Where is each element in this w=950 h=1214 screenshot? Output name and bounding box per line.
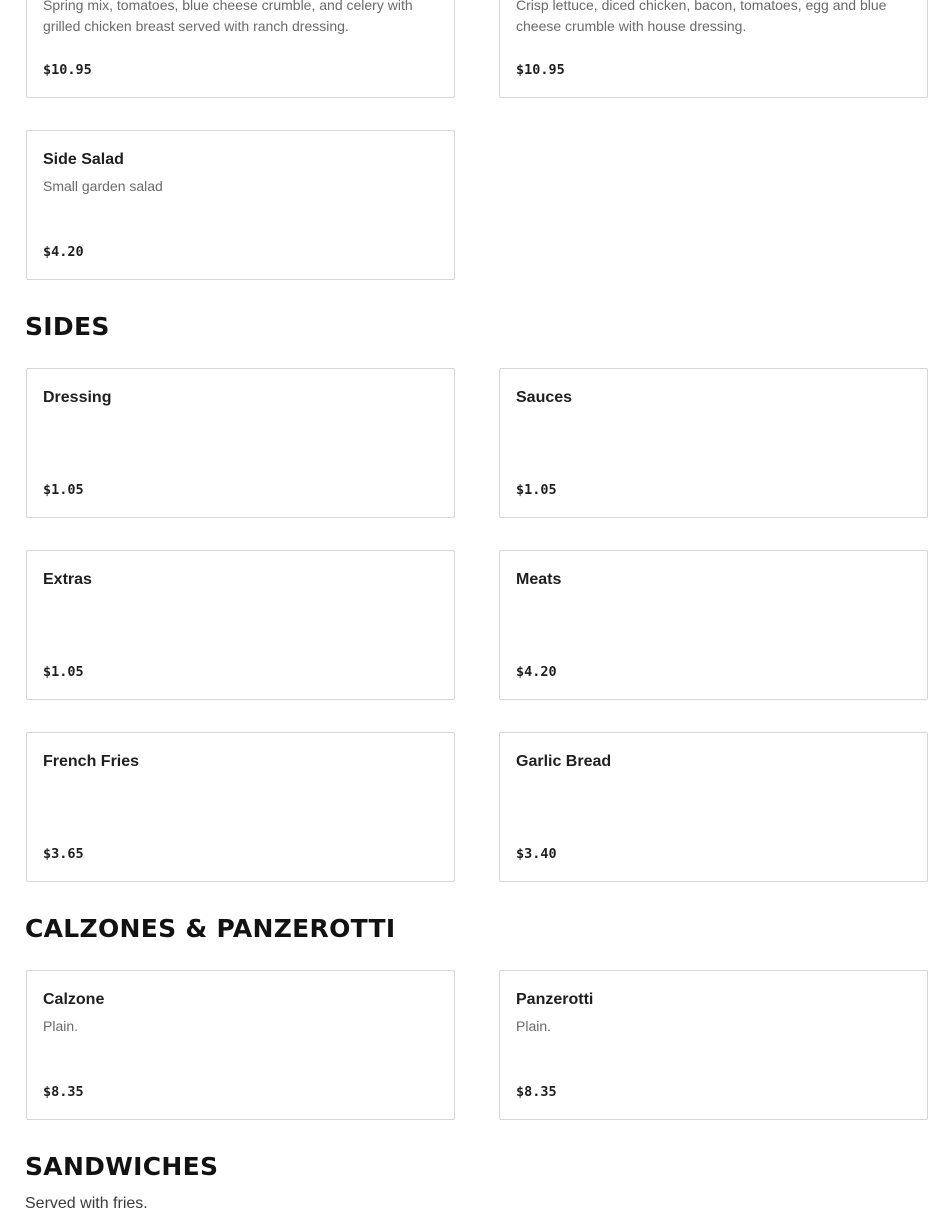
menu-item-card[interactable] (26, 732, 455, 882)
menu-item-description: Small garden salad (43, 178, 163, 194)
menu-item-name: Calzone (43, 991, 105, 1008)
menu-item-card[interactable] (26, 368, 455, 518)
section-heading-sides: SIDES (25, 312, 110, 341)
menu-item-card[interactable] (499, 368, 928, 518)
menu-item-card[interactable] (26, 0, 455, 98)
section-heading-sandwiches: SANDWICHES (25, 1152, 219, 1181)
menu-item-price: $1.05 (516, 482, 557, 498)
menu-item-name: Panzerotti (516, 991, 594, 1008)
menu-item-description: Plain. (516, 1018, 552, 1034)
menu-item-price: $4.20 (43, 244, 84, 260)
menu-item-card[interactable] (26, 130, 455, 280)
menu-item-price: $8.35 (43, 1084, 84, 1100)
menu-item-description: Plain. (43, 1018, 79, 1034)
menu-item-description: Spring mix, tomatoes, blue cheese crumble, and celery with grilled chicken breast served with ranch dressing. (43, 0, 413, 34)
menu-item-name: Meats (516, 571, 562, 588)
menu-item-name: Sauces (516, 389, 573, 406)
menu-item-card[interactable] (499, 0, 928, 98)
menu-item-price: $10.95 (516, 62, 565, 78)
section-subtitle: Served with fries. (25, 1195, 148, 1212)
menu-item-card[interactable] (26, 970, 455, 1120)
menu-item-name: Dressing (43, 389, 112, 406)
menu-item-name: Garlic Bread (516, 753, 612, 770)
menu-item-card[interactable] (26, 550, 455, 700)
section-heading-calzones: CALZONES & PANZEROTTI (25, 914, 396, 943)
menu-item-price: $1.05 (43, 482, 84, 498)
menu-item-price: $3.65 (43, 846, 84, 862)
menu-item-name: Side Salad (43, 151, 124, 168)
menu-item-price: $1.05 (43, 664, 84, 680)
menu-item-name: Extras (43, 571, 92, 588)
menu-item-price: $8.35 (516, 1084, 557, 1100)
menu-item-card[interactable] (499, 970, 928, 1120)
menu-item-price: $4.20 (516, 664, 557, 680)
menu-item-card[interactable] (499, 550, 928, 700)
menu-item-price: $10.95 (43, 62, 92, 78)
menu-item-card[interactable] (499, 732, 928, 882)
menu-item-description: Crisp lettuce, diced chicken, bacon, tomatoes, egg and blue cheese crumble with house dressing. (516, 0, 887, 34)
menu-item-name: French Fries (43, 753, 140, 770)
menu-item-price: $3.40 (516, 846, 557, 862)
